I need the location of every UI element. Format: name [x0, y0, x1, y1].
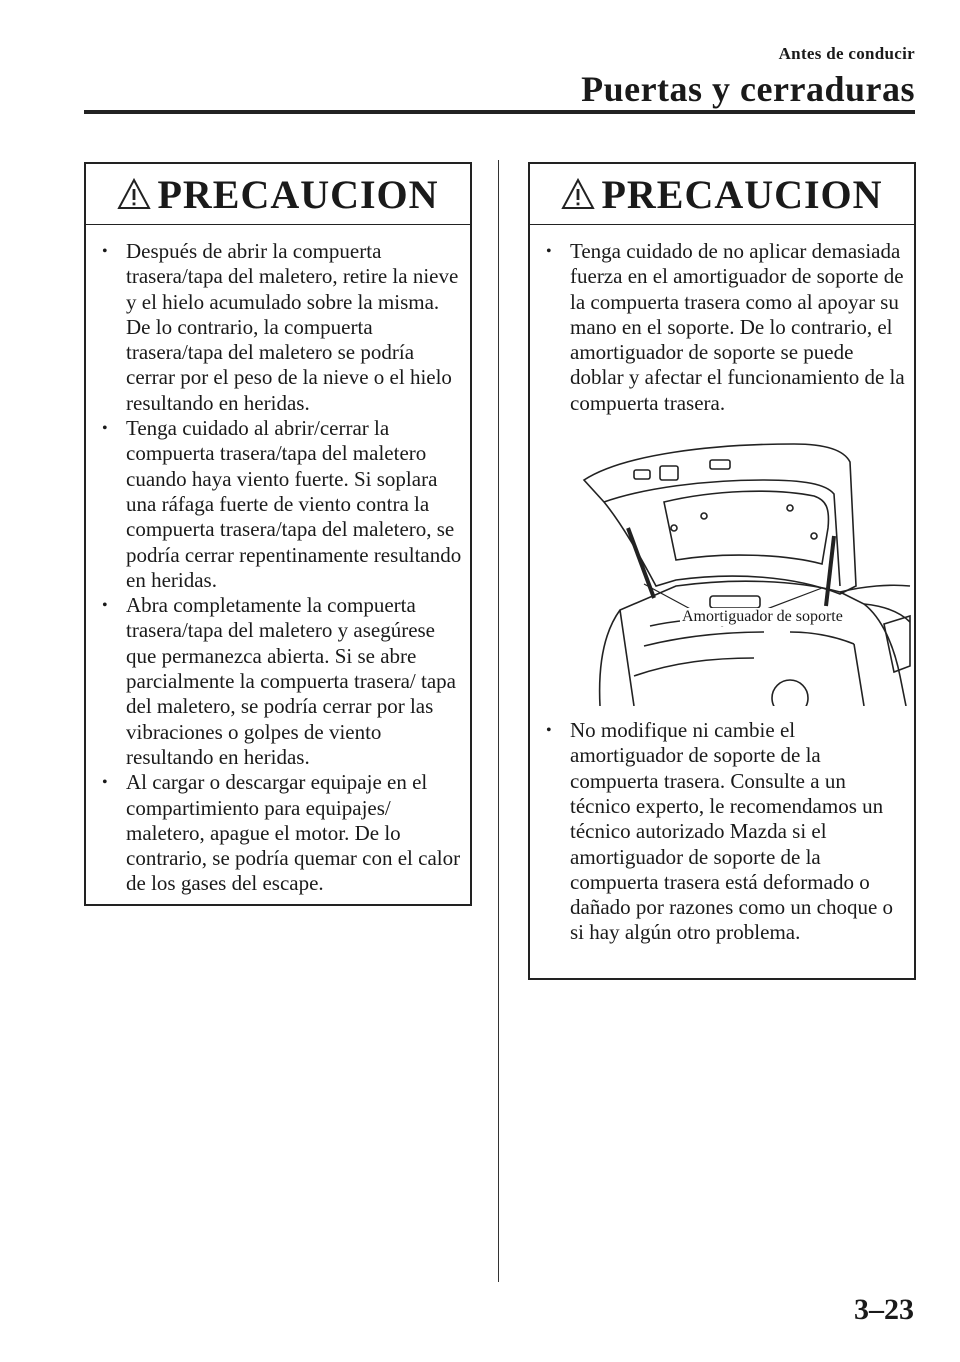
- open-tailgate-drawing: [564, 436, 914, 706]
- caution-item: • Tenga cuidado de no aplicar demasiada fuerza en el amortiguador de soporte de la compuerta trasera como al apoyar su mano en el soporte. De lo contrario, el amortiguador de soporte se puede doblar y afectar el funcionamiento de la compuerta trasera.: [544, 239, 906, 416]
- caution-header: [530, 164, 914, 225]
- caution-box-right: [528, 162, 916, 980]
- caution-list: [530, 225, 914, 416]
- strut-callout-label: Amortiguador de soporte: [682, 608, 843, 626]
- caution-item: • Tenga cuidado al abrir/cerrar la compuerta trasera/tapa del maletero cuando haya viento fuerte. Si soplara una ráfaga fuerte de viento contra la compuerta trasera/tapa del maletero, se podría cerrar repentinamente resultando en heridas.: [100, 416, 462, 593]
- page-header: [581, 44, 915, 110]
- caution-title: PRECAUCION: [601, 171, 883, 217]
- caution-list: [530, 718, 914, 946]
- caution-box-left: [84, 162, 472, 906]
- page-number: 3–23: [854, 1293, 914, 1326]
- caution-item: • Después de abrir la compuerta trasera/tapa del maletero, retire la nieve y el hielo acumulado sobre la misma. De lo contrario, la compuerta trasera/tapa del maletero se podría cerrar por el peso de la nieve o el hielo resultando en heridas.: [100, 239, 462, 416]
- tailgate-illustration: [564, 436, 914, 706]
- caution-title: PRECAUCION: [157, 171, 439, 217]
- warning-triangle-icon: [117, 178, 151, 210]
- caution-item: • No modifique ni cambie el amortiguador de soporte de la compuerta trasera. Consulte a un técnico experto, le recomendamos un técnico autorizado Mazda si el amortiguador de soporte de la compuerta trasera está deformado o dañado por razones como un choque o si hay algún otro problema.: [544, 718, 906, 946]
- column-divider: [498, 160, 499, 1282]
- caution-header: [86, 164, 470, 225]
- caution-item: • Abra completamente la compuerta trasera/tapa del maletero y asegúrese que permanezca abierta. Si se abre parcialmente la compuerta trasera/ tapa del maletero, se podría cerrar por las vibraciones o golpes de viento resultando en heridas.: [100, 593, 462, 770]
- section-title: Antes de conducir: [778, 44, 915, 63]
- caution-list: [86, 225, 470, 897]
- caution-item: • Al cargar o descargar equipaje en el compartimiento para equipajes/ maletero, apague el motor. De lo contrario, se podría quemar con el calor de los gases del escape.: [100, 770, 462, 896]
- warning-triangle-icon: [561, 178, 595, 210]
- header-rule: [84, 110, 915, 114]
- chapter-title: Puertas y cerraduras: [581, 69, 915, 109]
